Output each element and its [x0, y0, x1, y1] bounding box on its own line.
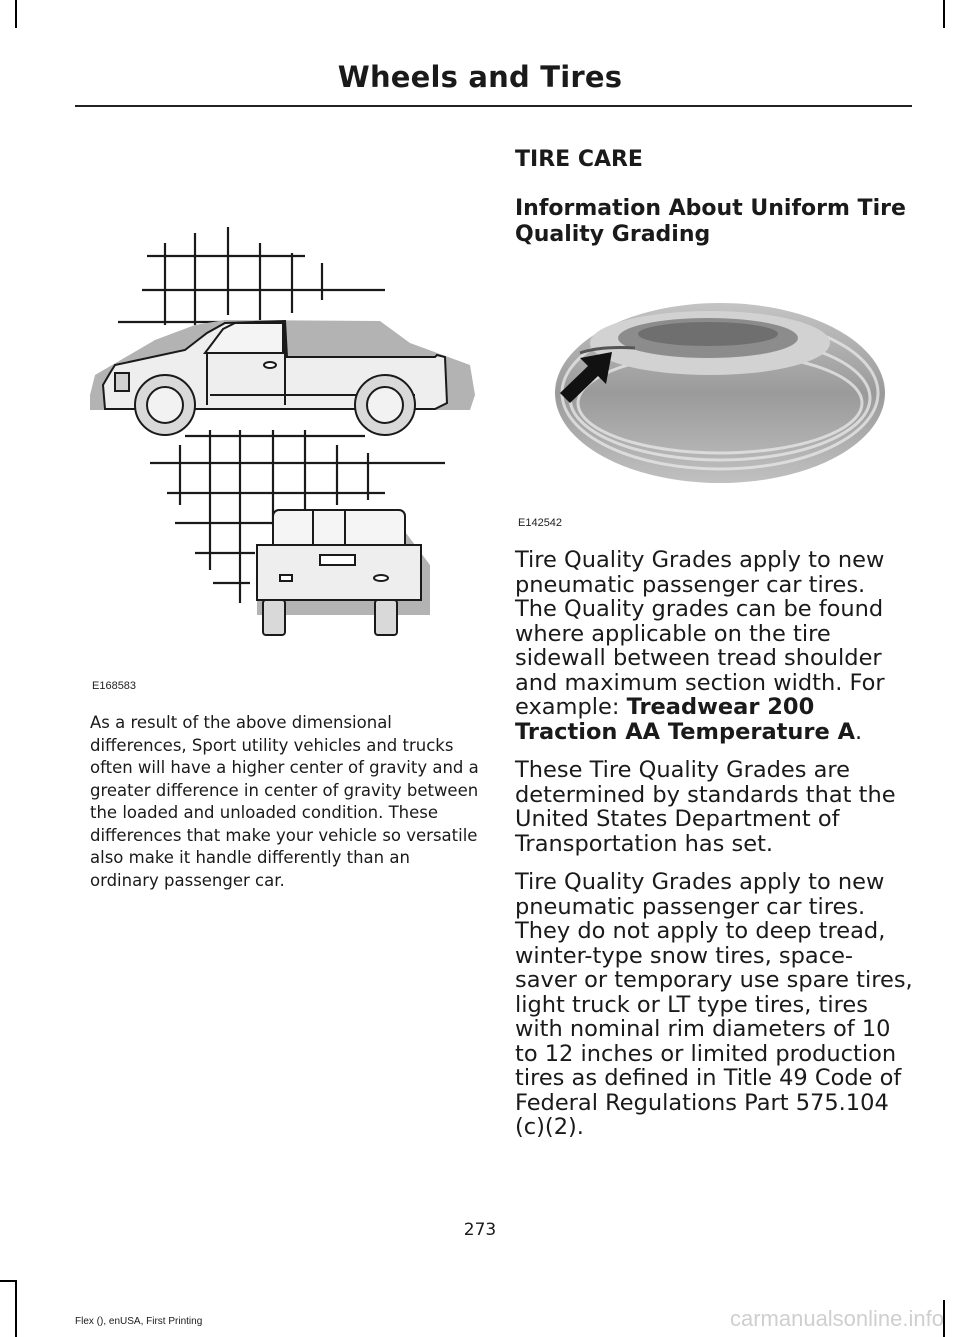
header-divider [75, 105, 912, 107]
grade-example: Treadwear 200 Traction AA Temperature A [515, 694, 856, 745]
left-column-text [90, 712, 482, 892]
paragraph-standards: These Tire Quality Grades are determined by standards that the United States Department of Transportation has set. [515, 757, 896, 857]
crop-mark [15, 0, 17, 28]
figure-id-truck: E168583 [92, 680, 137, 692]
subsection-heading: Information About Uniform Tire Quality Grading [515, 196, 906, 247]
crop-mark [0, 1280, 17, 1282]
crop-mark [15, 1280, 17, 1337]
truck-dimensions-illustration [85, 225, 480, 670]
page-title: Wheels and Tires [337, 60, 623, 94]
watermark: carmanualsonline.info [729, 1306, 944, 1331]
paragraph-exclusions: Tire Quality Grades apply to new pneumatic passenger car tires. They do not apply to deep tread, winter-type snow tires, space-saver or temporary use spare tires, light truck or LT type tires, tires with nominal rim diameters of 10 to 12 inches or limited production tires as defined in Title 49 Code of Federal Regulations Part 575.104 (c)(2). [515, 869, 913, 1140]
right-column-text [515, 548, 913, 1154]
paragraph: As a result of the above dimensional differences, Sport utility vehicles and trucks often will have a higher center of gravity and a greater difference in center of gravity between the loaded and unloaded condition. These differences that make your vehicle so versatile also make it handle differently than an ordinary passenger car. [90, 713, 479, 890]
paragraph-grades-intro [515, 548, 913, 744]
footer-text: Flex (), enUSA, First Printing [75, 1316, 203, 1327]
page-number: 273 [463, 1220, 497, 1240]
period: . [855, 718, 863, 745]
figure-id-tire: E142542 [518, 517, 563, 529]
paragraph-text: Tire Quality Grades apply to new pneumatic passenger car tires. The Quality grades can be found where applicable on the tire sidewall between tread shoulder and maximum section width. For example: [515, 547, 885, 720]
section-heading: TIRE CARE [515, 147, 643, 172]
crop-mark [943, 0, 945, 28]
tire-illustration [540, 298, 890, 488]
